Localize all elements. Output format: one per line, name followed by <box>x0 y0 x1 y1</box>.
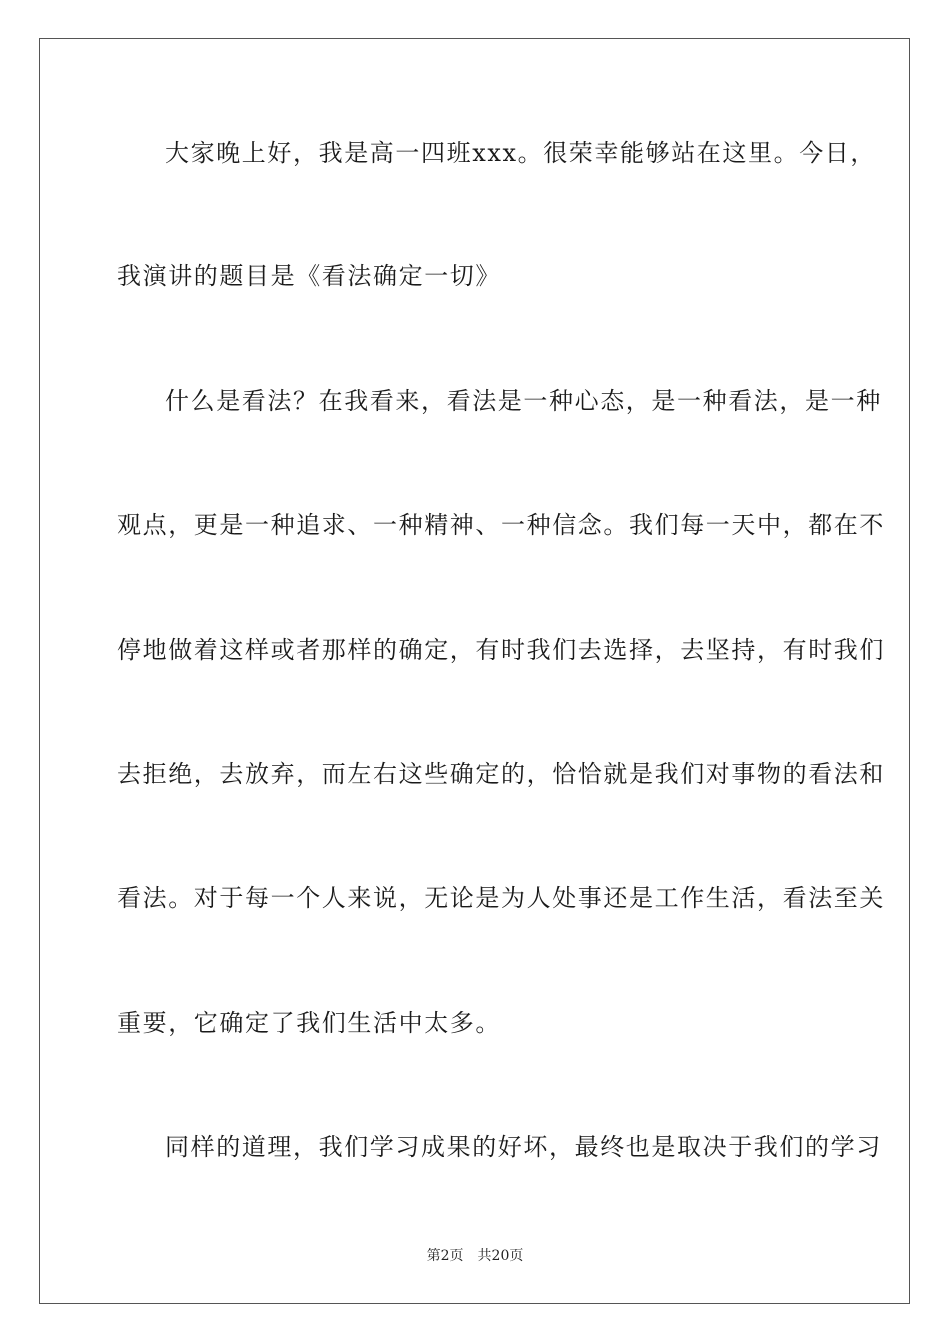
paragraph-2-line-3: 停地做着这样或者那样的确定，有时我们去选择，去坚持，有时我们 <box>117 636 885 664</box>
page-frame <box>39 38 910 1304</box>
paragraph-1-line-1: 大家晚上好，我是高一四班xxx。很荣幸能够站在这里。今日， <box>165 139 877 167</box>
paragraph-2-line-4: 去拒绝，去放弃，而左右这些确定的，恰恰就是我们对事物的看法和 <box>117 760 885 788</box>
paragraph-2-line-5: 看法。对于每一个人来说，无论是为人处事还是工作生活，看法至关 <box>117 884 885 912</box>
page-number: 第2页 <box>426 1248 464 1264</box>
page-total: 共20页 <box>477 1248 524 1264</box>
paragraph-1-line-2: 我演讲的题目是《看法确定一切》 <box>117 262 501 290</box>
paragraph-2-line-1: 什么是看法？在我看来，看法是一种心态，是一种看法，是一种 <box>165 387 882 415</box>
page-footer <box>0 1247 950 1265</box>
paragraph-2-line-6: 重要，它确定了我们生活中太多。 <box>117 1009 501 1037</box>
paragraph-2-line-2: 观点，更是一种追求、一种精神、一种信念。我们每一天中，都在不 <box>117 511 885 539</box>
paragraph-3-line-1: 同样的道理，我们学习成果的好坏，最终也是取决于我们的学习 <box>165 1133 882 1161</box>
